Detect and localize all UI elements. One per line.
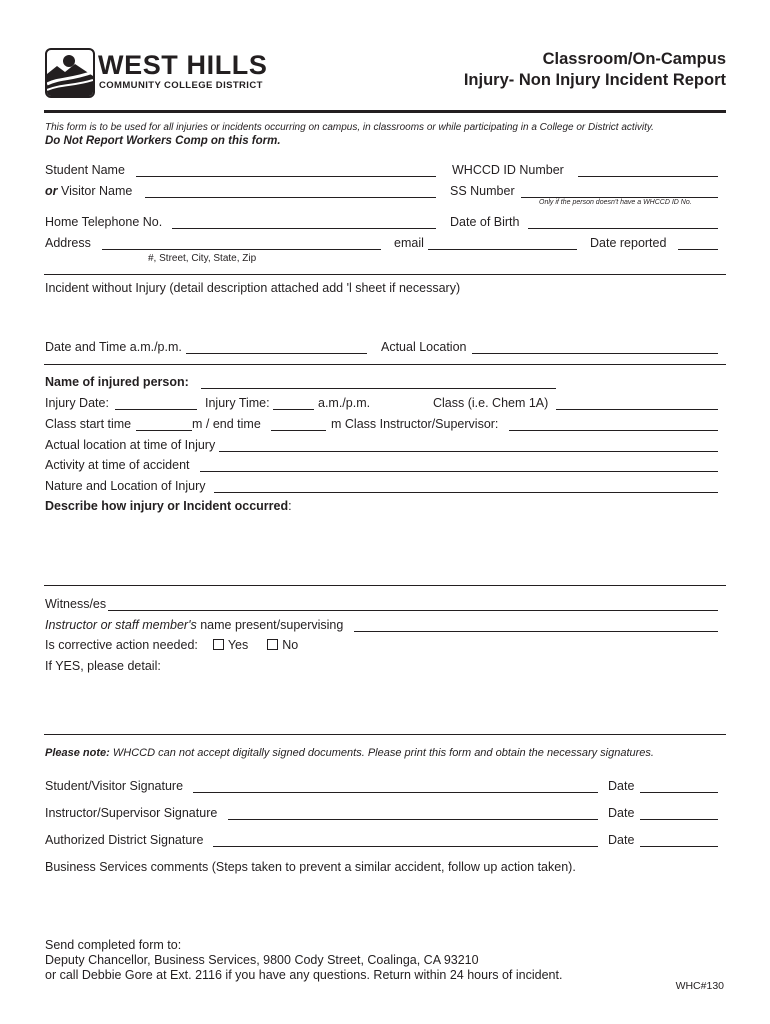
instructor-staff-label: Instructor or staff member's [45, 618, 197, 632]
class-start-label: Class start time [45, 417, 132, 431]
no-checkbox[interactable] [267, 639, 278, 650]
note-text: WHCCD can not accept digitally signed documents. Please print this form and obtain the necessary signatures. [109, 747, 654, 759]
section-divider-1 [44, 274, 726, 275]
if-yes-label: If YES, please detail: [45, 659, 161, 673]
intro-note: This form is to be used for all injuries or incidents occurring on campus, in classrooms or while participating in a College or District activity. [45, 122, 654, 133]
home-phone-label: Home Telephone No. [45, 215, 163, 229]
date-time-field[interactable] [186, 353, 367, 354]
end-time-label: m / end time [192, 417, 261, 431]
student-date-field[interactable] [640, 792, 718, 793]
end-time-field[interactable] [271, 430, 326, 431]
logo-icon [45, 48, 95, 98]
form-title-line1: Classroom/On-Campus [542, 50, 726, 68]
header-divider [44, 110, 726, 113]
nature-label: Nature and Location of Injury [45, 479, 206, 493]
activity-field[interactable] [200, 471, 718, 472]
actual-location-time-field[interactable] [219, 451, 718, 452]
whccd-id-field[interactable] [578, 176, 718, 177]
instructor-staff-rest: name present/supervising [196, 618, 344, 632]
date-reported-label: Date reported [590, 236, 667, 250]
whccd-id-label: WHCCD ID Number [452, 163, 564, 177]
injury-time-field[interactable] [273, 409, 314, 410]
visitor-name-field[interactable] [145, 197, 436, 198]
instructor-signature-field[interactable] [228, 819, 598, 820]
incident-without-injury-label: Incident without Injury (detail description attached add 'l sheet if necessary) [45, 281, 461, 295]
student-name-field[interactable] [136, 176, 436, 177]
section-divider-2 [44, 364, 726, 365]
activity-label: Activity at time of accident [45, 458, 190, 472]
no-label: No [282, 638, 299, 652]
instructor-date-label: Date [608, 806, 635, 820]
student-signature-field[interactable] [193, 792, 598, 793]
ss-number-field[interactable] [521, 197, 718, 198]
instructor-label: m Class Instructor/Supervisor: [331, 417, 499, 431]
yes-label: Yes [227, 638, 249, 652]
note-label: Please note: [45, 747, 110, 759]
send-to-label: Send completed form to: [45, 938, 182, 952]
instructor-field[interactable] [509, 430, 718, 431]
address-hint: #, Street, City, State, Zip [148, 253, 257, 264]
district-date-label: Date [608, 833, 635, 847]
instructor-signature-label: Instructor/Supervisor Signature [45, 806, 218, 820]
name-injured-label: Name of injured person: [45, 375, 189, 389]
district-date-field[interactable] [640, 846, 718, 847]
injury-date-label: Injury Date: [45, 396, 109, 410]
intro-warning: Do Not Report Workers Comp on this form. [45, 135, 281, 147]
section-divider-4 [44, 734, 726, 735]
date-reported-field[interactable] [678, 249, 718, 250]
or-label: or [45, 184, 58, 198]
business-comments-label: Business Services comments (Steps taken to prevent a similar accident, follow up action taken). [45, 860, 576, 874]
logo-name: WEST HILLS [98, 50, 268, 80]
address-label: Address [45, 236, 91, 250]
date-time-label: Date and Time a.m./p.m. [45, 340, 182, 354]
student-signature-label: Student/Visitor Signature [45, 779, 184, 793]
ampm-label: a.m./p.m. [318, 396, 371, 410]
yes-checkbox[interactable] [213, 639, 224, 650]
actual-location-field[interactable] [472, 353, 718, 354]
student-date-label: Date [608, 779, 635, 793]
class-start-field[interactable] [136, 430, 192, 431]
actual-location-time-label: Actual location at time of Injury [45, 438, 216, 452]
contact-line: or call Debbie Gore at Ext. 2116 if you have any questions. Return within 24 hours of incident. [45, 968, 563, 982]
class-field[interactable] [556, 409, 718, 410]
dob-field[interactable] [528, 228, 718, 229]
visitor-name-label: Visitor Name [60, 184, 133, 198]
logo-subtitle: COMMUNITY COLLEGE DISTRICT [99, 80, 263, 91]
corrective-label: Is corrective action needed: [45, 638, 198, 652]
actual-location-label: Actual Location [381, 340, 467, 354]
witnesses-field[interactable] [108, 610, 718, 611]
describe-label: Describe how injury or Incident occurred [45, 499, 289, 513]
class-label: Class (i.e. Chem 1A) [433, 396, 549, 410]
name-injured-field[interactable] [201, 388, 556, 389]
send-to-address: Deputy Chancellor, Business Services, 9800 Cody Street, Coalinga, CA 93210 [45, 953, 479, 967]
dob-label: Date of Birth [450, 215, 520, 229]
injury-time-label: Injury Time: [205, 396, 270, 410]
student-name-label: Student Name [45, 163, 125, 177]
email-label: email [394, 236, 424, 250]
ss-number-label: SS Number [450, 184, 515, 198]
form-title-line2: Injury- Non Injury Incident Report [463, 71, 726, 89]
nature-field[interactable] [214, 492, 718, 493]
section-divider-3 [44, 585, 726, 586]
instructor-date-field[interactable] [640, 819, 718, 820]
instructor-staff-field[interactable] [354, 631, 718, 632]
district-signature-field[interactable] [213, 846, 598, 847]
district-signature-label: Authorized District Signature [45, 833, 204, 847]
address-field[interactable] [102, 249, 381, 250]
home-phone-field[interactable] [172, 228, 436, 229]
describe-colon: : [288, 499, 292, 513]
injury-date-field[interactable] [115, 409, 197, 410]
witnesses-label: Witness/es [45, 597, 107, 611]
ss-note: Only if the person doesn't have a WHCCD ID No. [539, 199, 692, 206]
form-id: WHC#130 [675, 980, 724, 992]
email-field[interactable] [428, 249, 577, 250]
